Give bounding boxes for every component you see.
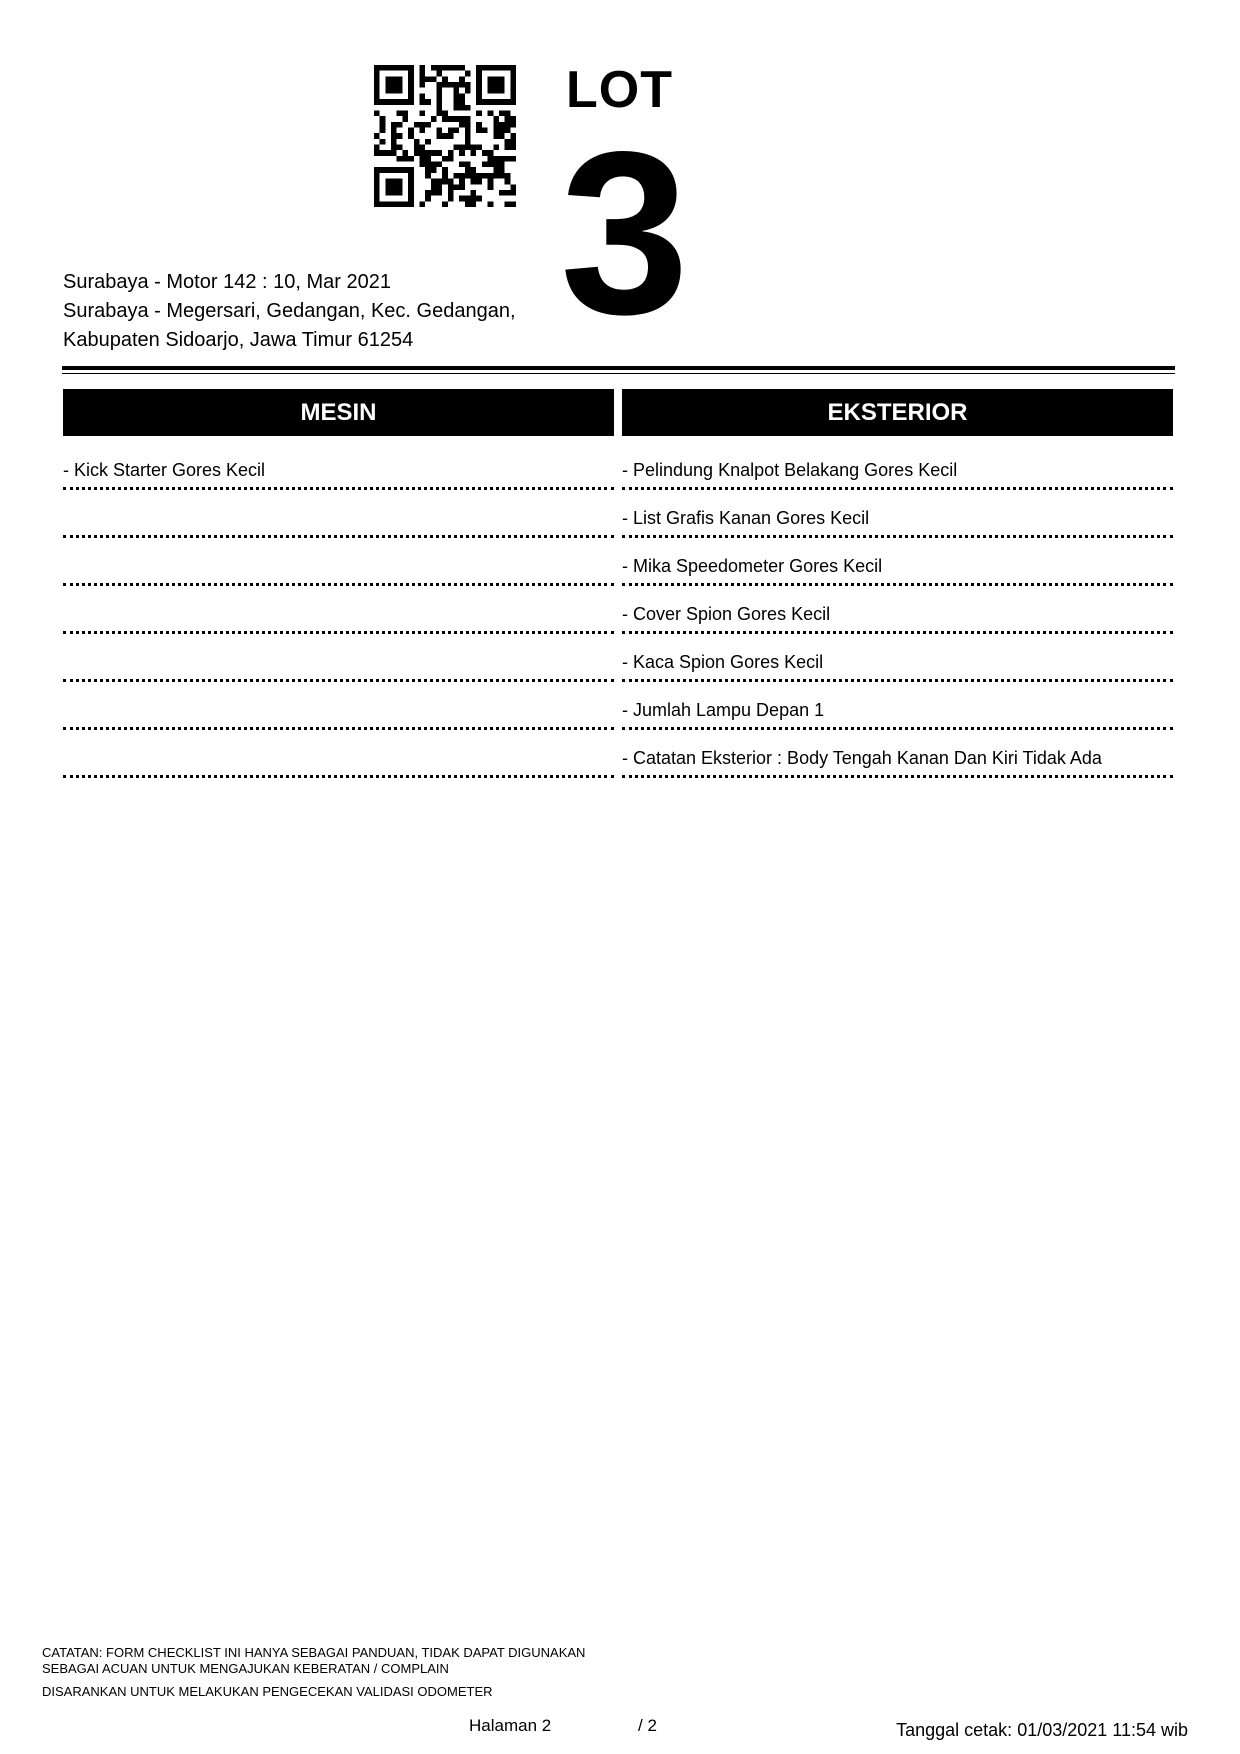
header-divider (62, 366, 1175, 370)
footer-note: SEBAGAI ACUAN UNTUK MENGAJUKAN KEBERATAN / COMPLAIN (42, 1661, 449, 1676)
address-line-1: Surabaya - Megersari, Gedangan, Kec. Gedangan, (63, 300, 516, 322)
header-divider-thin (62, 373, 1175, 374)
lot-number: 3 (560, 104, 690, 363)
lot-label: LOT (566, 61, 673, 119)
eksterior-row: - List Grafis Kanan Gores Kecil (622, 492, 1173, 538)
mesin-row (63, 684, 614, 730)
footer-notes (42, 1645, 585, 1700)
print-date: Tanggal cetak: 01/03/2021 11:54 wib (896, 1720, 1188, 1740)
mesin-row (63, 732, 614, 778)
eksterior-row: - Jumlah Lampu Depan 1 (622, 684, 1173, 730)
eksterior-row: - Mika Speedometer Gores Kecil (622, 540, 1173, 586)
address-line-2: Kabupaten Sidoarjo, Jawa Timur 61254 (63, 329, 414, 351)
eksterior-row: - Pelindung Knalpot Belakang Gores Kecil (622, 444, 1173, 490)
mesin-heading: MESIN (63, 389, 614, 436)
qr-code (374, 65, 516, 207)
page-total: / 2 (638, 1716, 657, 1735)
mesin-row (63, 540, 614, 586)
eksterior-heading: EKSTERIOR (622, 389, 1173, 436)
mesin-column (63, 389, 614, 778)
mesin-row: - Kick Starter Gores Kecil (63, 444, 614, 490)
mesin-row (63, 492, 614, 538)
auction-info (63, 268, 516, 355)
auction-title: Surabaya - Motor 142 : 10, Mar 2021 (63, 271, 391, 293)
eksterior-row: - Catatan Eksterior : Body Tengah Kanan Dan Kiri Tidak Ada (622, 732, 1173, 778)
page-number: Halaman 2 (469, 1716, 552, 1735)
eksterior-row: - Kaca Spion Gores Kecil (622, 636, 1173, 682)
mesin-row (63, 636, 614, 682)
eksterior-column (622, 389, 1173, 778)
footer-note: CATATAN: FORM CHECKLIST INI HANYA SEBAGAI PANDUAN, TIDAK DAPAT DIGUNAKAN (42, 1645, 586, 1660)
footer-note: DISARANKAN UNTUK MELAKUKAN PENGECEKAN VALIDASI ODOMETER (42, 1684, 493, 1699)
mesin-row (63, 588, 614, 634)
eksterior-row: - Cover Spion Gores Kecil (622, 588, 1173, 634)
